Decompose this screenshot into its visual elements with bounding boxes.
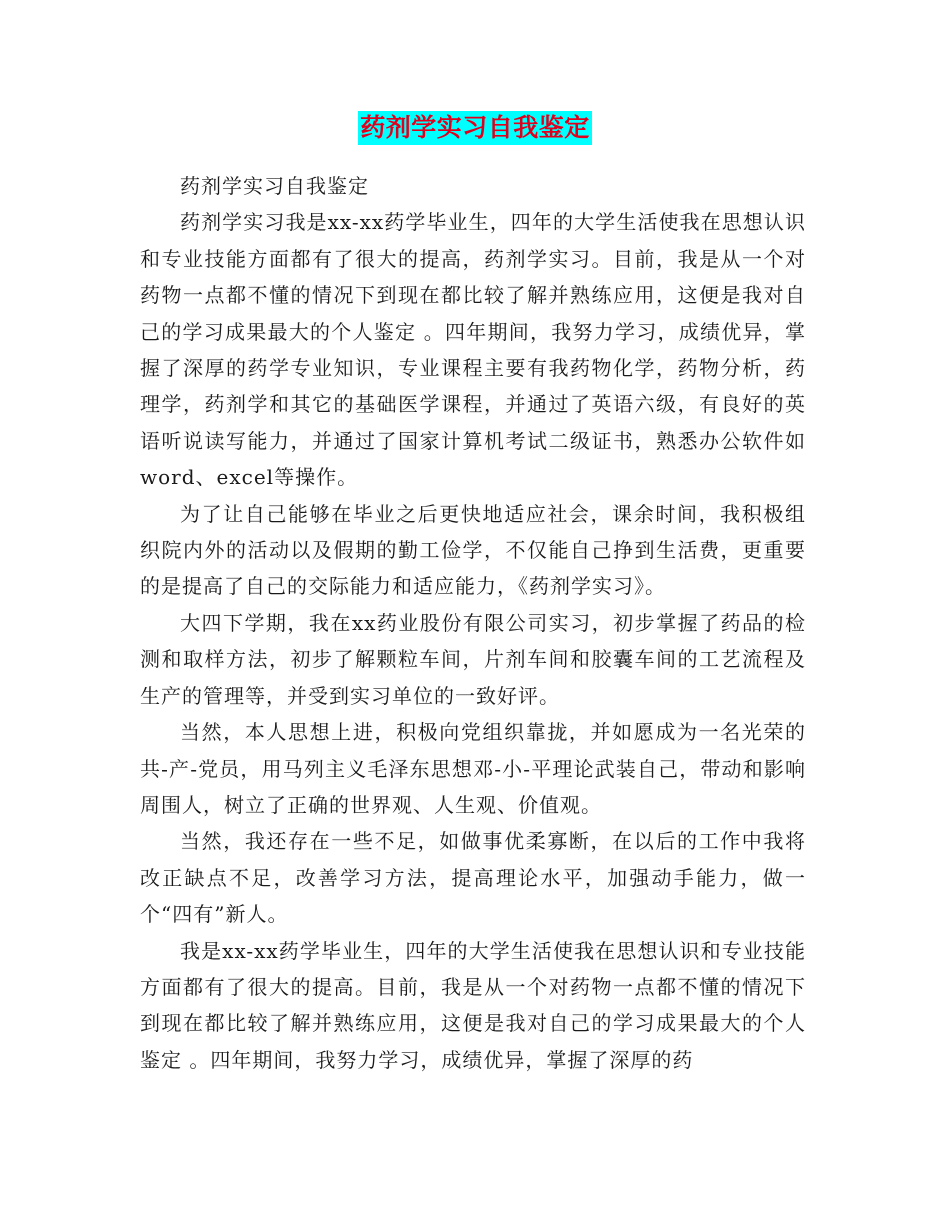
paragraph-internship: 大四下学期，我在xx药业股份有限公司实习，初步掌握了药品的检测和取样方法，初步了解颗粒车间，片剂车间和胶囊车间的工艺流程及生产的管理等，并受到实习单位的一致好评。 — [140, 610, 806, 708]
paragraph-subtitle: 药剂学实习自我鉴定 — [180, 174, 369, 198]
title-container — [0, 111, 950, 145]
paragraph-ideology: 当然，本人思想上进，积极向党组织靠拢，并如愿成为一名光荣的共-产-党员，用马列主义毛泽东思想邓-小-平理论武装自己，带动和影响周围人，树立了正确的世界观、人生观、价值观。 — [140, 720, 806, 817]
paragraph-repeat: 我是xx-xx药学毕业生，四年的大学生活使我在思想认识和专业技能方面都有了很大的提高。目前，我是从一个对药物一点都不懂的情况下到现在都比较了解并熟练应用，这便是我对自己的学习成果最大的个人鉴定 。四年期间，我努力学习，成绩优异，掌握了深厚的药 — [140, 938, 806, 1072]
paragraph-shortcomings: 当然，我还存在一些不足，如做事优柔寡断，在以后的工作中我将改正缺点不足，改善学习方法，提高理论水平，加强动手能力，做一个“四有”新人。 — [140, 829, 806, 927]
page-title: 药剂学实习自我鉴定 — [358, 111, 592, 145]
document-body — [140, 168, 806, 1078]
paragraph-intro: 药剂学实习我是xx-xx药学毕业生，四年的大学生活使我在思想认识和专业技能方面都有了很大的提高，药剂学实习。目前，我是从一个对药物一点都不懂的情况下到现在都比较了解并熟练应用，这便是我对自己的学习成果最大的个人鉴定 。四年期间，我努力学习，成绩优异，掌握了深厚的药学专业知识，专业课程主要有我药物化学，药物分析，药理学，药剂学和其它的基础医学课程，并通过了英语六级，有良好的英语听说读写能力，并通过了国家计算机考试二级证书，熟悉办公软件如word、excel等操作。 — [140, 210, 806, 490]
paragraph-activities: 为了让自己能够在毕业之后更快地适应社会，课余时间，我积极组织院内外的活动以及假期的勤工俭学，不仅能自己挣到生活费，更重要的是提高了自己的交际能力和适应能力，《药剂学实习》。 — [140, 501, 806, 599]
